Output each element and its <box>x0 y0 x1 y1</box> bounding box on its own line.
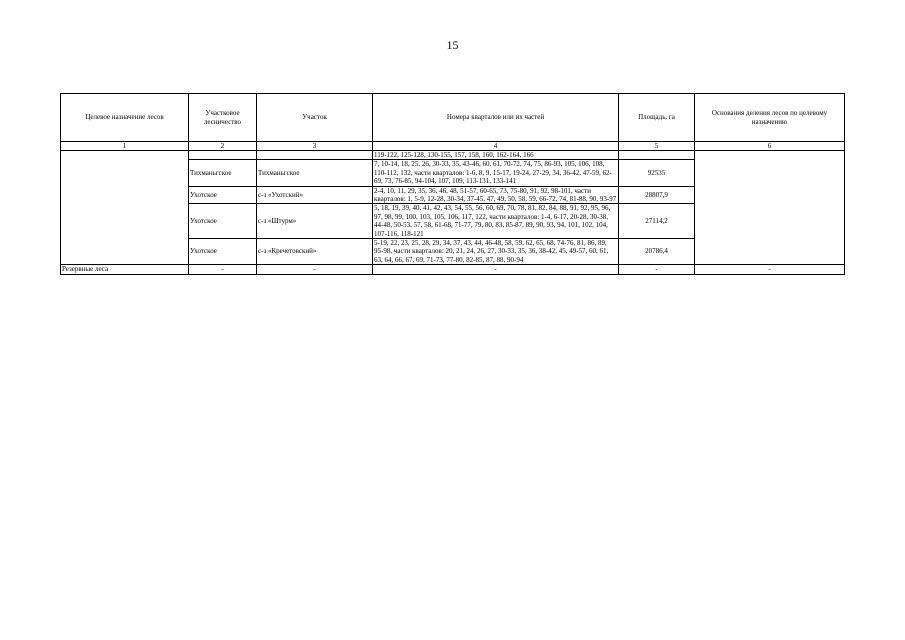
column-number: 2 <box>189 142 257 151</box>
area-cell: - <box>619 265 695 274</box>
purpose-cell-continued <box>61 151 189 265</box>
table-row <box>61 151 845 160</box>
plot-cell: с-з «Штурм» <box>257 204 373 239</box>
basis-cell-continued <box>695 151 845 265</box>
header-forestry: Участковое лесничество <box>189 94 257 142</box>
purpose-cell: Резервные леса <box>61 265 189 274</box>
column-number: 3 <box>257 142 373 151</box>
table-header-row <box>61 94 845 142</box>
plot-cell: с-з «Кречетовский» <box>257 239 373 265</box>
page-number: 15 <box>446 38 459 52</box>
forestry-cell: Тихманьгское <box>189 160 257 186</box>
area-cell: 28807,9 <box>619 186 695 204</box>
header-basis: Основания деления лесов по целевому назначению <box>695 94 845 142</box>
basis-cell: - <box>695 265 845 274</box>
column-number: 1 <box>61 142 189 151</box>
area-cell <box>619 151 695 160</box>
header-plot: Участок <box>257 94 373 142</box>
area-cell: 20786,4 <box>619 239 695 265</box>
quarters-cell: 119-122, 125-128, 130-155, 157, 158, 160, 162-164, 166 <box>373 151 619 160</box>
header-quarters: Номера кварталов или их частей <box>373 94 619 142</box>
area-cell: 27114,2 <box>619 204 695 239</box>
forestry-cell: Ухотское <box>189 186 257 204</box>
quarters-cell: 7, 10-14, 18, 25, 26, 30-33, 35, 43-46, 60, 61, 70-72, 74, 75, 86-93, 105, 106, 108, 110-112, 132, части кварталов: 1-6, 8, 9, 15-17, 19-24, 27-29, 34, 36-42, 47-59, 62-69, 73, 76-85, 94-104, 107, 109, 113-131, 133-141 <box>373 160 619 186</box>
quarters-cell: 2-4, 10, 11, 29, 35, 36, 46, 48, 51-57, 60-65, 73, 75-80, 91, 92, 98-101, части кварталов: 1, 5-9, 12-28, 30-34, 37-45, 47, 49, 50, 58, 59, 66-72, 74, 81-88, 90, 93-97 <box>373 186 619 204</box>
forestry-cell: - <box>189 265 257 274</box>
quarters-cell: 5, 18, 19, 39, 40, 41, 42, 43, 54, 55, 56, 60, 69, 70, 78, 81, 82, 84, 88, 91, 92, 95, 96, 97, 98, 99, 100, 103, 105, 106, 117, 122, части кварталов: 1-4, 6-17, 20-28, 30-38, 44-48, 50-53, 57, 58, 61-68, 71-77, 79, 80, 83, 85-87, 89, 90, 93, 94, 101, 102, 104, 107-116, 118-121 <box>373 204 619 239</box>
forest-purpose-table <box>60 93 845 275</box>
header-area: Площадь, га <box>619 94 695 142</box>
plot-cell: - <box>257 265 373 274</box>
column-number: 4 <box>373 142 619 151</box>
forestry-cell: Ухотское <box>189 239 257 265</box>
area-cell: 92535 <box>619 160 695 186</box>
plot-cell <box>257 151 373 160</box>
quarters-cell: 5-19, 22, 23, 25, 28, 29, 34, 37, 43, 44, 46-48, 58, 59, 62, 65, 68, 74-76, 81, 86, 89, 95-98, части кварталов: 20, 21, 24, 26, 27, 30-33, 35, 36, 38-42, 45, 49-57, 60, 61, 63, 64, 66, 67, 69, 71-73, 77-80, 82-85, 87, 88, 90-94 <box>373 239 619 265</box>
forestry-cell <box>189 151 257 160</box>
header-purpose: Целевое назначение лесов <box>61 94 189 142</box>
plot-cell: Тихманьгское <box>257 160 373 186</box>
column-number: 5 <box>619 142 695 151</box>
plot-cell: с-з «Ухотский» <box>257 186 373 204</box>
column-number: 6 <box>695 142 845 151</box>
forestry-cell: Ухотское <box>189 204 257 239</box>
quarters-cell: - <box>373 265 619 274</box>
reserve-forest-row <box>61 265 845 274</box>
column-number-row <box>61 142 845 151</box>
